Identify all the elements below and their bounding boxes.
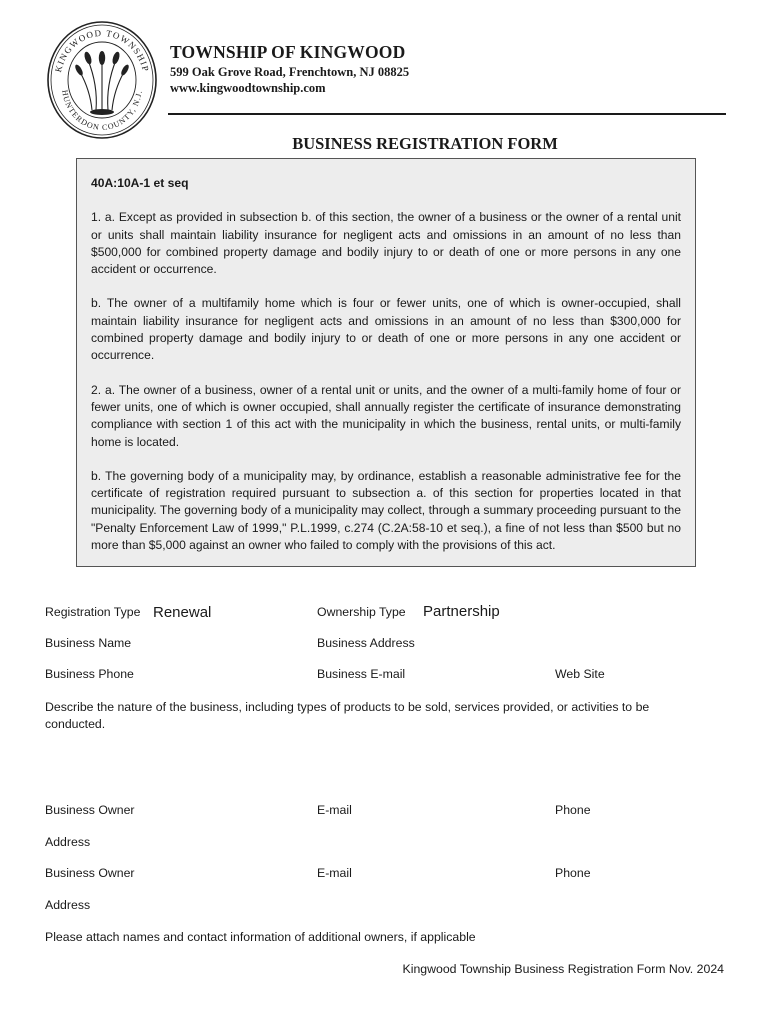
owner-2-email-label: E-mail [317, 866, 352, 880]
business-address-field[interactable] [422, 634, 722, 652]
owner-2-email-field[interactable] [358, 864, 543, 882]
ownership-type-label: Ownership Type [317, 605, 406, 619]
web-site-field[interactable] [612, 665, 722, 683]
owner-1-name-field[interactable] [140, 801, 305, 819]
ownership-type-field[interactable]: Partnership [423, 603, 500, 620]
owner-1-name-label: Business Owner [45, 803, 135, 817]
business-description-field[interactable] [45, 738, 725, 788]
statute-citation: 40A:10A-1 et seq [91, 176, 189, 190]
form-title: BUSINESS REGISTRATION FORM [292, 134, 558, 153]
township-seal-logo [46, 20, 158, 140]
business-name-label: Business Name [45, 636, 132, 650]
statute-paragraph-2b: b. The governing body of a municipality may, by ordinance, establish a reasonable administrative fee for the certificate of registration required pursuant to subsection a. of this section for properties located in that municipality. The governing body of a municipality may collect, through a summary proceeding pursuant to the "Penalty Enforcement Law of 1999," P.L.1999, c.274 (C.2A:58-10 et seq.), a fine of not less than $500 but no more than $5,000 against an owner who failed to comply with the provisions of this act. [91, 468, 681, 553]
owner-1-phone-label: Phone [555, 803, 591, 817]
business-phone-field[interactable] [140, 665, 300, 683]
statute-paragraph-1b: b. The owner of a multifamily home which is four or fewer units, one of which is owner-occupied, shall maintain liability insurance for negligent acts and omissions in an amount of no less than $300,000 for combined property damage and bodily injury to or death of one or more persons in any one accident or occurrence. [91, 296, 681, 363]
statute-paragraph-1a: 1. a. Except as provided in subsection b. of this section, the owner of a business or the owner of a rental unit or units shall maintain liability insurance for negligent acts and omissions in an amount of no less than $500,000 for combined property damage and bodily injury to or death of one or more persons in any one accident or occurrence. [91, 210, 681, 277]
owner-1-phone-field[interactable] [598, 801, 723, 819]
business-description-label: Describe the nature of the business, including types of products to be sold, services provided, or activities to be conducted. [45, 700, 650, 731]
organization-name: TOWNSHIP OF KINGWOOD [170, 42, 406, 62]
business-email-field[interactable] [410, 665, 545, 683]
organization-address: 599 Oak Grove Road, Frenchtown, NJ 08825 [170, 65, 410, 79]
owner-2-name-label: Business Owner [45, 866, 135, 880]
owner-1-email-label: E-mail [317, 803, 352, 817]
owner-2-name-field[interactable] [140, 864, 305, 882]
header-divider [168, 113, 726, 115]
svg-text:KINGWOOD TOWNSHIP: KINGWOOD TOWNSHIP [52, 27, 151, 74]
owner-2-address-field[interactable] [100, 896, 720, 914]
owner-1-email-field[interactable] [358, 801, 543, 819]
registration-type-label: Registration Type [45, 605, 141, 619]
business-name-field[interactable] [140, 634, 300, 652]
business-phone-label: Business Phone [45, 667, 134, 681]
organization-website[interactable]: www.kingwoodtownship.com [170, 81, 326, 95]
registration-type-field[interactable]: Renewal [153, 604, 212, 621]
owner-2-phone-label: Phone [555, 866, 591, 880]
owner-2-address-label: Address [45, 898, 91, 912]
svg-text:HUNTERDON COUNTY, N.J.: HUNTERDON COUNTY, N.J. [60, 89, 144, 133]
owner-1-address-label: Address [45, 835, 91, 849]
owner-2-phone-field[interactable] [598, 864, 723, 882]
owner-1-address-field[interactable] [100, 833, 720, 851]
web-site-label: Web Site [555, 667, 605, 681]
statute-box [76, 158, 696, 567]
statute-paragraph-2a: 2. a. The owner of a business, owner of a rental unit or units, and the owner of a multi-family home of four or fewer units, one of which is owner occupied, shall annually register the certificate of insurance demonstrating compliance with section 1 of this act with the municipality in which the business, rental units, or multi-family home is located. [91, 382, 681, 449]
additional-owners-note: Please attach names and contact information of additional owners, if applicable [45, 930, 476, 944]
business-email-label: Business E-mail [317, 667, 406, 681]
business-address-label: Business Address [317, 636, 415, 650]
page-footer: Kingwood Township Business Registration Form Nov. 2024 [402, 962, 724, 976]
